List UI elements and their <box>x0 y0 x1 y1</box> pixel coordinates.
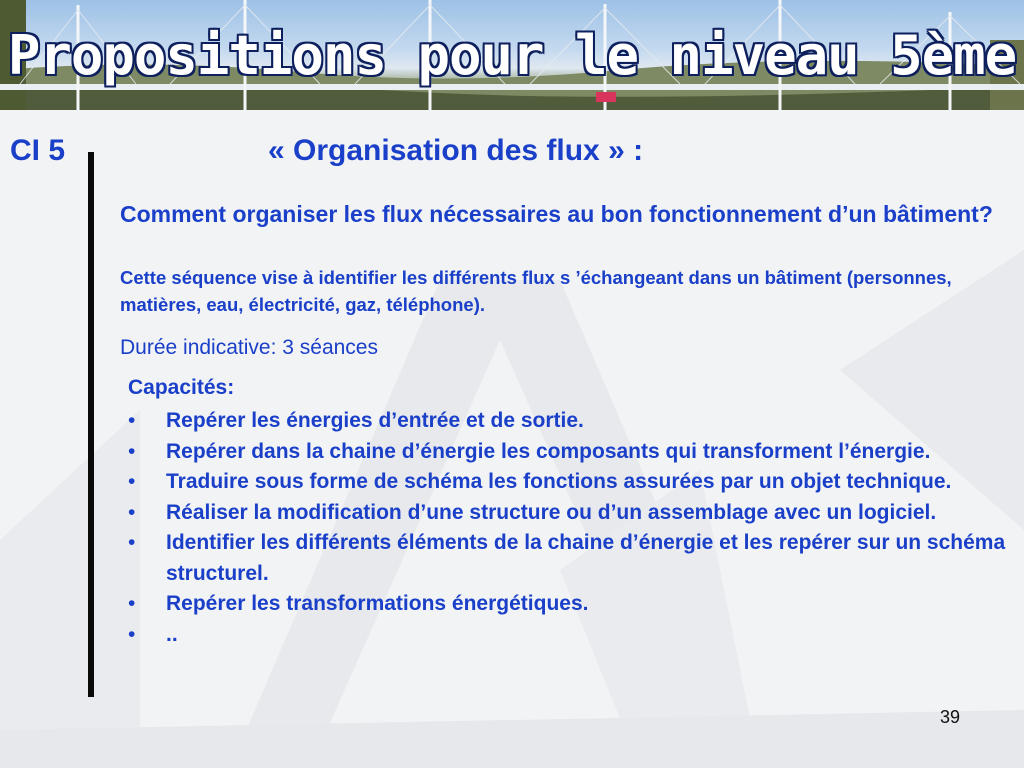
list-item <box>128 467 1008 498</box>
sequence-description: Cette séquence vise à identifier les différents flux s ’échangeant dans un bâtiment (personnes, matières, eau, électricité, gaz, téléphone). <box>120 267 952 315</box>
bullet-icon: • <box>128 439 136 463</box>
bullet-icon: • <box>128 409 136 432</box>
list-item <box>128 528 1008 589</box>
capacity-text: Réaliser la modification d’une structure ou d’un assemblage avec un logiciel. <box>166 500 937 524</box>
bullet-icon: • <box>128 531 136 554</box>
capacity-text: Repérer les transformations énergétiques. <box>166 592 589 615</box>
bullet-icon: • <box>128 622 136 646</box>
subject-title: « Organisation des flux » : <box>268 134 644 167</box>
ci-label: CI 5 <box>10 134 66 167</box>
guiding-question: Comment organiser les flux nécessaires au bon fonctionnement d’un bâtiment? <box>120 201 993 227</box>
capacity-text: .. <box>166 622 178 646</box>
capacity-text: Identifier les différents éléments de la chaine d’énergie et les repérer sur un schéma structurel. <box>166 531 1006 585</box>
capacity-text: Traduire sous forme de schéma les fonctions assurées par un objet technique. <box>166 470 952 493</box>
list-item <box>128 498 1008 529</box>
list-item <box>128 620 1008 651</box>
bullet-icon: • <box>128 592 136 615</box>
capacities-heading: Capacités: <box>128 376 235 399</box>
page-number: 39 <box>940 707 961 727</box>
bullet-icon: • <box>128 500 136 524</box>
bullet-icon: • <box>128 470 136 493</box>
banner-title: Propositions pour le niveau 5ème <box>7 24 1017 87</box>
capacity-text: Repérer dans la chaine d’énergie les composants qui transforment l’énergie. <box>166 439 931 463</box>
duration-text: Durée indicative: 3 séances <box>120 336 378 359</box>
capacities-list <box>128 406 1008 650</box>
list-item <box>128 406 1008 437</box>
list-item <box>128 437 1008 468</box>
vertical-divider <box>88 152 94 697</box>
capacity-text: Repérer les énergies d’entrée et de sortie. <box>166 409 584 432</box>
list-item <box>128 589 1008 620</box>
